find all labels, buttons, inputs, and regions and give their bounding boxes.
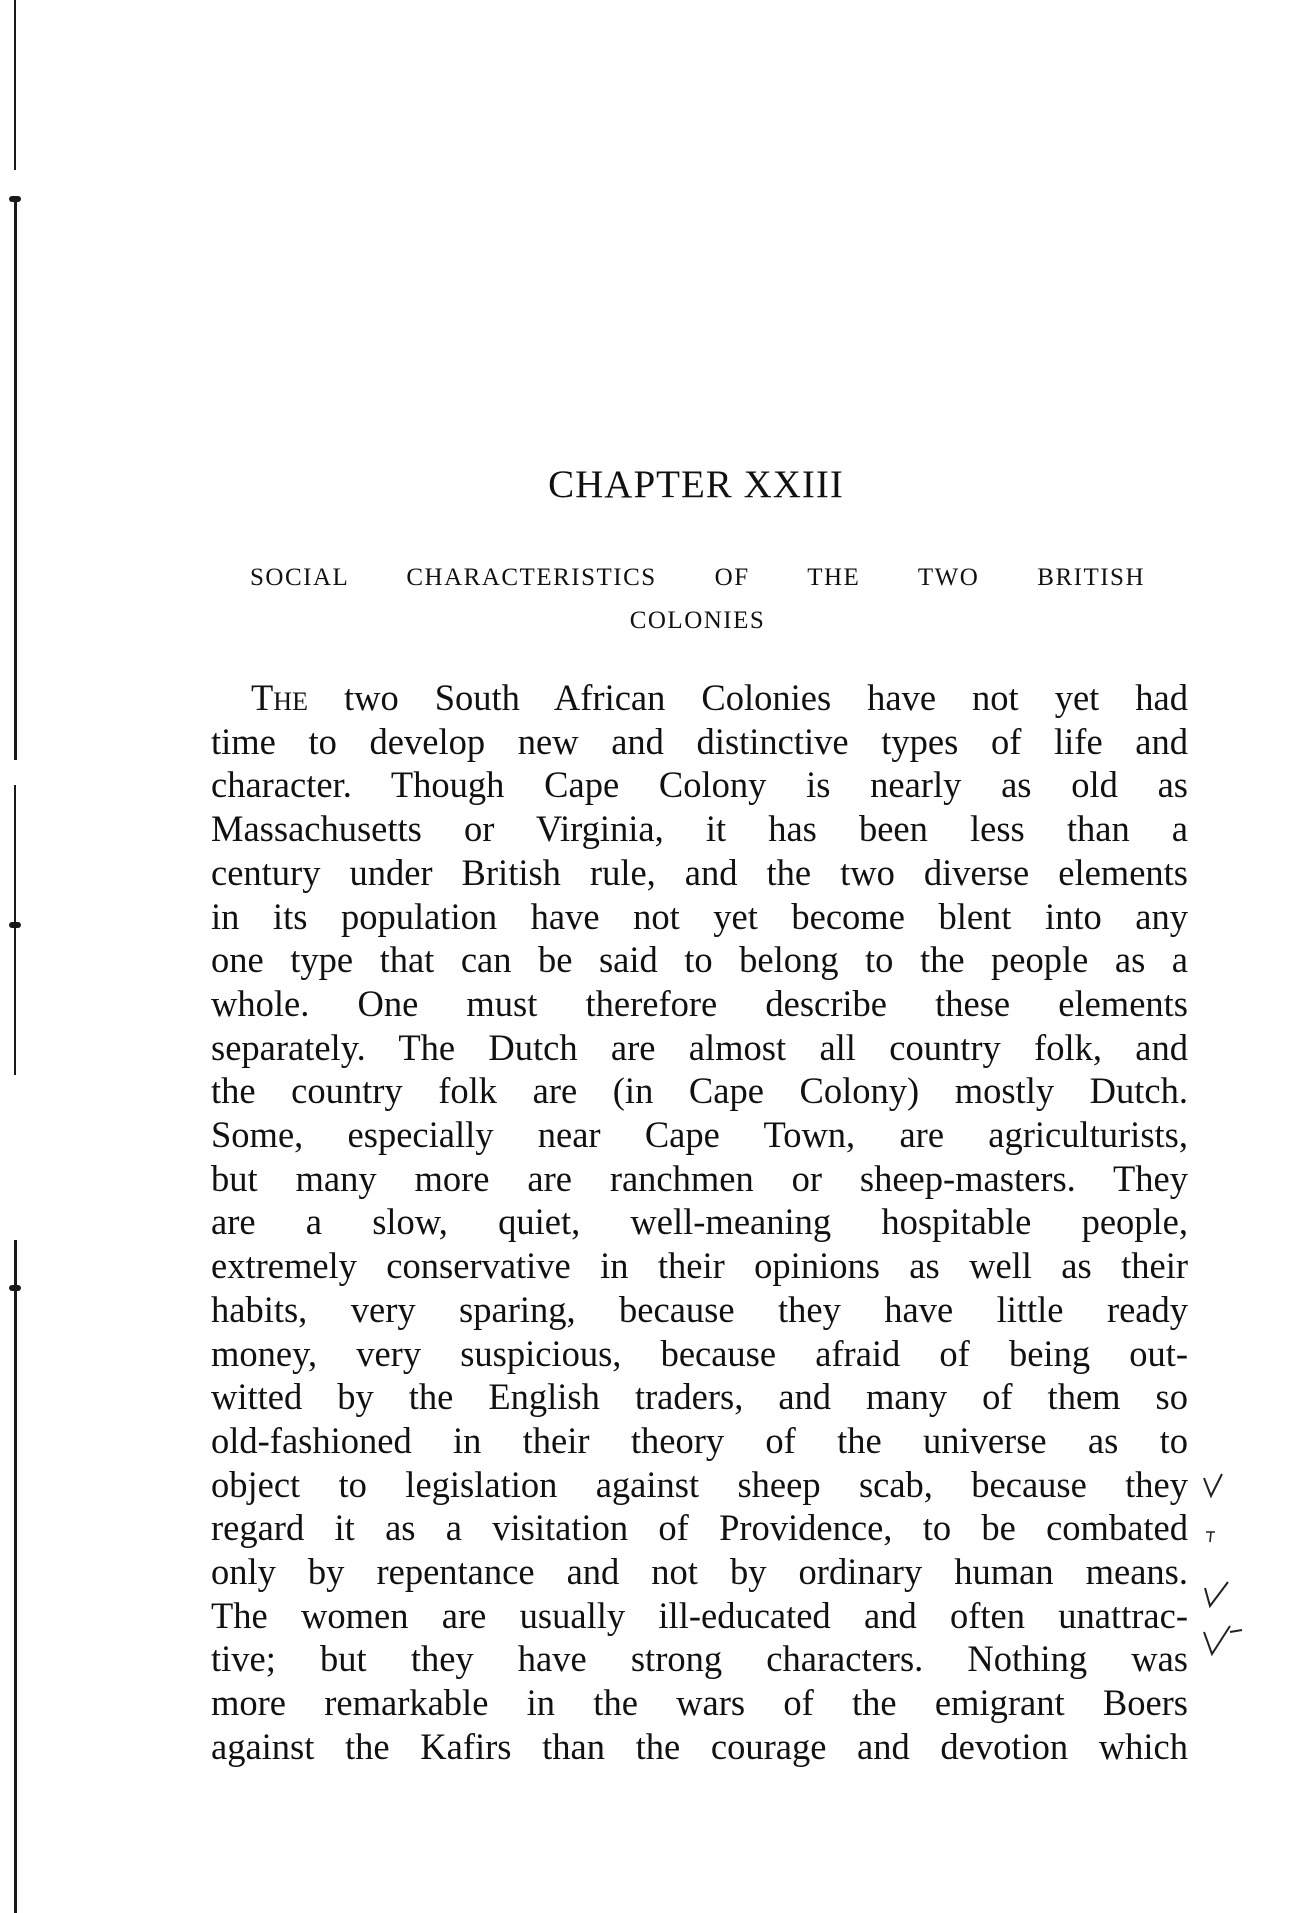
paragraph-line: habits, very sparing, because they have little ready	[211, 1288, 1188, 1330]
handwritten-mark	[1205, 1530, 1217, 1544]
paragraph-line: regard it as a visitation of Providence, to be combated	[211, 1507, 1188, 1549]
paragraph-line: but many more are ranchmen or sheep-masters. They	[211, 1157, 1188, 1199]
paragraph-line: The two South African Colonies have not yet had	[251, 677, 1188, 718]
paragraph-line: The women are usually ill-educated and often unattrac-	[211, 1594, 1188, 1636]
paragraph-line: more remarkable in the wars of the emigrant Boers	[211, 1682, 1188, 1724]
paragraph-line: century under British rule, and the two diverse elements	[211, 851, 1188, 893]
handwritten-check-mark	[1202, 1472, 1226, 1502]
paragraph-line: object to legislation against sheep scab, because they	[211, 1463, 1188, 1505]
paragraph-line: are a slow, quiet, well-meaning hospitable people,	[211, 1201, 1188, 1243]
paragraph-line: whole. One must therefore describe these elements	[211, 982, 1188, 1024]
drop-word: The	[251, 677, 308, 718]
handwritten-check-mark	[1200, 1620, 1244, 1658]
paragraph-line: only by repentance and not by ordinary human means.	[211, 1551, 1188, 1593]
binding-edge-line	[14, 1240, 17, 1913]
binding-edge-line	[14, 785, 16, 1075]
paragraph-line: tive; but they have strong characters. Nothing was	[211, 1638, 1188, 1680]
paragraph-line: separately. The Dutch are almost all country folk, and	[211, 1026, 1188, 1068]
chapter-title: CHAPTER XXIII	[548, 463, 844, 506]
binding-edge-line	[14, 0, 16, 170]
paragraph-line: time to develop new and distinctive types of life and	[211, 720, 1188, 762]
paragraph-line: the country folk are (in Cape Colony) mostly Dutch.	[211, 1070, 1188, 1112]
paragraph-line: Some, especially near Cape Town, are agriculturists,	[211, 1114, 1188, 1156]
chapter-subtitle-line: COLONIES	[629, 607, 766, 634]
body-paragraph	[211, 676, 1188, 1769]
paragraph-line: Massachusetts or Virginia, it has been less than a	[211, 808, 1188, 850]
paragraph-line: in its population have not yet become blent into any	[211, 895, 1188, 937]
chapter-subtitle	[250, 556, 1145, 642]
paragraph-line: old-fashioned in their theory of the universe as to	[211, 1419, 1188, 1461]
paragraph-line: extremely conservative in their opinions as well as their	[211, 1245, 1188, 1287]
paragraph-line: one type that can be said to belong to the people as a	[211, 939, 1188, 981]
paragraph-line: against the Kafirs than the courage and devotion which	[211, 1725, 1188, 1767]
paragraph-line: character. Though Cape Colony is nearly as old as	[211, 764, 1188, 806]
chapter-subtitle-line: SOCIAL CHARACTERISTICS OF THE TWO BRITISH	[250, 564, 1145, 591]
handwritten-check-mark	[1202, 1580, 1232, 1610]
paragraph-line: money, very suspicious, because afraid of being out-	[211, 1332, 1188, 1374]
paragraph-line: witted by the English traders, and many of them so	[211, 1376, 1188, 1418]
